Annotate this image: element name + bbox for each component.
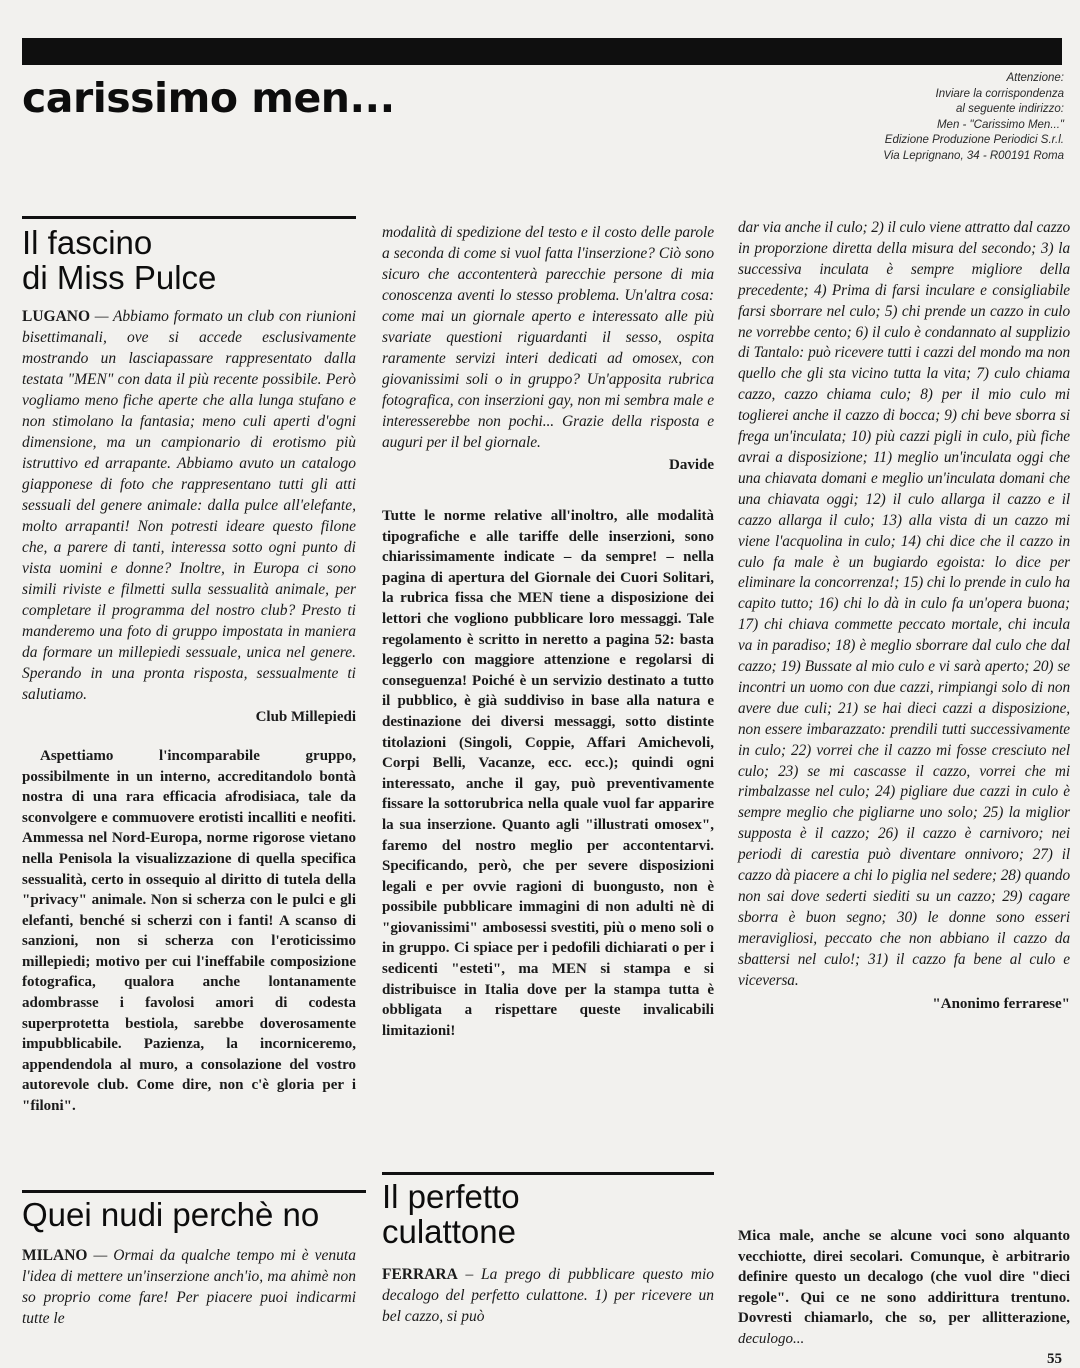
notice-line: Men - "Carissimo Men..." xyxy=(936,118,1064,131)
page-number: 55 xyxy=(1047,1351,1062,1367)
letter-text: modalità di spedizione del testo e il costo delle parole a seconda di come si vuol fatta l'inserzione? Ciò sono sicuro che accontenterà parecchie persone di mia conoscenza aventi lo stesso problema. Un'altra cosa: come mai un giornale aperto e interessato alle più svariate questioni riguardanti il sesso, ospita raramente servizi interi dedicati ad omosex, con giovanissimi soli o in gruppo? Un'apposita rubrica fotografica, con inserzioni gay, non mi sembra male e interesserebbe non pochi... Grazie della risposta e auguri per il bel giornale. xyxy=(382,224,714,451)
article-title: Quei nudi perchè no xyxy=(22,1196,320,1233)
notice-line: Inviare la corrispondenza xyxy=(935,87,1064,100)
place-name: MILANO xyxy=(22,1246,88,1264)
column-rule xyxy=(22,1190,366,1193)
editor-reply: Mica male, anche se alcune voci sono alquanto vecchiotte, direi secolari. Comunque, è arbitrario definire questo un decalogo (che vuol dire "dieci regole". Qui ce ne sono addirittura trentuno. Dovresti chiamarlo, che so, per allitterazione, deculogo... xyxy=(738,1228,1070,1347)
editor-reply: Aspettiamo l'incomparabile gruppo, possibilmente in un interno, accreditandolo bontà nostra di una rara efficacia afrodisiaca, tale da sconvolgere e commuovere erotisti incalliti e neofiti. Ammessa nel Nord-Europa, norme rigorose vietano nella Penisola la visualizzazione di quella specifica sessualità, certo in ossequio al diritto di tutela della "privacy" animale. Non si scherza con le pulci e gli elefanti, benché si scherzi con i fanti! A scanso di sanzioni, non si scherza con l'eroticissimo millepiedi; motivo per cui l'ineffabile composizione fotografica, qualora anche lontanamente adombrasse i favolosi amori di codesta superprotetta bestiola, sarebbe doverosamente impubblicabile. Pazienza, la incorniceremo, appendendola al muro, a consolazione del vostro autorevole club. Come dire, non c'è gloria per i "filoni". xyxy=(22,747,356,1115)
letter-text: LUGANO — Abbiamo formato un club con riunioni bisettimanali, ove si accede esclusivamente mostrando un lasciapassare rappresentato dalla testata "MEN" con data il più recente possibile. Però vogliamo meno fiche aperte che alla lunga stufano e non stimolano la fantasia; meno culi aperti d'ogni dimensione, ma un campionario di erotismo più istruttivo ed arrapante. Abbiamo avuto un catalogo giapponese di foto che rappresentano tutti gli atti sessuali del genere animale: dalla pulce all'elefante, molto arrapanti! Non potresti ideare questo filone che, a parere di tanti, interessa sotto ogni punto di vista uomini e donne? Inoltre, in Europa ci sono simili riviste e filmetti sulla sessualità animale, per completare il programma del nostro club? Presto ti manderemo una foto di gruppo impostata in maniera da formare un millepiedi sessuale, unica nel genere. Sperando in una pronta risposta, sessualmente ti salutiamo. xyxy=(22,307,356,703)
article-title: Il fascino di Miss Pulce xyxy=(22,224,217,296)
column-right-bottom xyxy=(738,1226,1070,1350)
masthead-title: carissimo men... xyxy=(22,74,395,122)
place-name: LUGANO xyxy=(22,307,91,325)
column-right xyxy=(738,218,1070,1013)
column-left-bottom xyxy=(22,1198,366,1329)
address-notice xyxy=(764,71,1064,164)
letter-text: dar via anche il culo; 2) il culo viene attratto dal cazzo in proporzione diretta della misura del secondo; 3) la successiva inculata è sempre migliore della precedente; 4) Prima di farsi inculare e consigliabile farsi sborrare nel culo; 5) chi prende un cazzo in culo ne vorrebbe cento; 6) il culo è condannato al supplizio di Tantalo: può ricevere tutti i cazzi del mondo ma non quello che gli sta vicino tutta la vita; 7) culo chiama cazzo, cazzo chiama culo; 8) per il mio culo mi toglierei anche il cazzo di bocca; 9) chi beve sborra si frega un'inculata; 10) più cazzi pigli in culo, più fiche avrai a disposizione; 11) meglio un'inculata oggi che una chiavata domani e meglio un'inculata domani che una chiavata oggi; 12) il culo allarga il cazzo e il cazzo allarga il culo; 13) alla vista di un cazzo mi viene l'acquolina in culo; 14) chi dice che il cazzo in culo fa male è un bugiardo egoista: lo dice per eliminare la concorrenza!; 15) chi lo prende in culo ha capito tutto; 16) chi lo dà in culo fa un'opera buona; 17) chi chiava commette peccato mortale, chi incula va in paradiso; 18) è meglio sborrare dal culo che dal cazzo; 19) Bussate al mio culo e vi sarà aperto; 20) se incontri un uomo con due cazzi, rimpiangi solo di non avere due culi; 21) se hai dieci cazzi a disposizione, non essere imbarazzato: prendili tutti successivamente in culo; 22) vorrei che il cazzo mi fosse cresciuto nel culo; 23) se mi cascasse il cazzo, vorrei che mi rimbalzasse nel culo; 24) pigliare due cazzi in culo è sempre meglio che pigliarne uno solo; 25) la miglior supposta è il cazzo; 26) il cazzo è carnivoro; nei periodi di carestia può diventare onnivoro; 27) il cazzo dà piacere a chi lo piglia nel sedere; 28) quando non sai dove sederti siediti su un cazzo; 29) cagare sborra è buon segno; 30) le donne sono esseri meravigliosi, peccato che non abbiano il cazzo da sbattersi nel culo!; 31) il cazzo fa bene al culo e viceversa. xyxy=(738,219,1070,989)
top-black-bar xyxy=(22,38,1062,65)
letter-text: MILANO — Ormai da qualche tempo mi è venuta l'idea di mettere un'inserzione anch'io, ma ahimè non so proprio come fare! Per piacere puoi indicarmi tutte le xyxy=(22,1246,356,1327)
article-title: Il perfetto culattone xyxy=(382,1178,520,1250)
place-name: FERRARA xyxy=(382,1265,458,1283)
letter-text: FERRARA – La prego di pubblicare questo mio decalogo del perfetto culattone. 1) per ricevere un bel cazzo, si può xyxy=(382,1265,714,1325)
column-middle-bottom xyxy=(382,1180,714,1327)
notice-line: al seguente indirizzo: xyxy=(955,103,1064,115)
notice-line: Edizione Produzione Periodici S.r.l. xyxy=(884,134,1064,146)
letter-signature: "Anonimo ferrarese" xyxy=(932,995,1070,1012)
letter-signature: Club Millepiedi xyxy=(255,708,356,725)
notice-line: Attenzione: xyxy=(1006,72,1064,84)
column-left xyxy=(22,226,356,1117)
editor-reply: Tutte le norme relative all'inoltro, alle modalità tipografiche e alle tariffe delle inserzioni, sono chiarissimamente indicate – da sempre! – nella pagina di apertura del Giornale dei Cuori Solitari, la rubrica fissa che MEN tiene a disposizione dei lettori che vogliono pubblicare loro messaggi. Tale regolamento è scritto in neretto a pagina 52: basta leggerlo con maggiore attenzione e regolarsi di conseguenza! Poiché è un servizio destinato a tutto il pubblico, è già suddiviso in base alla natura e destinazione dei diversi messaggi, sotto distinte titolazioni (Singoli, Coppie, Affari Amichevoli, Corpi Belli, Vacanze, ecc. ecc.); quindi ogni interessato, anche il gay, può preventivamente fissare la sottorubrica nella quale vuol far apparire la sua inserzione. Quanto agli "illustrati omosex", faremo del nostro meglio per accontentarvi. Specificando, però, che per severe disposizioni legali e per ovvie ragioni di buongusto, non è possibile pubblicare immagini di non adulti nè di "giovanissimi" ambosessi svestiti, più o meno soli o in gruppo. Ci spiace per i pedofili dichiarati o per i sedicenti "esteti", ma MEN si stampa e si distribuisce in Italia dove per la stampa tutta è obbligata a rispettare queste invalicabili limitazioni! xyxy=(382,508,714,1039)
column-rule xyxy=(22,216,356,219)
column-rule xyxy=(382,1172,714,1175)
letter-signature: Davide xyxy=(669,457,714,473)
notice-line: Via Leprignano, 34 - R00191 Roma xyxy=(883,149,1064,162)
column-middle xyxy=(382,222,714,1041)
